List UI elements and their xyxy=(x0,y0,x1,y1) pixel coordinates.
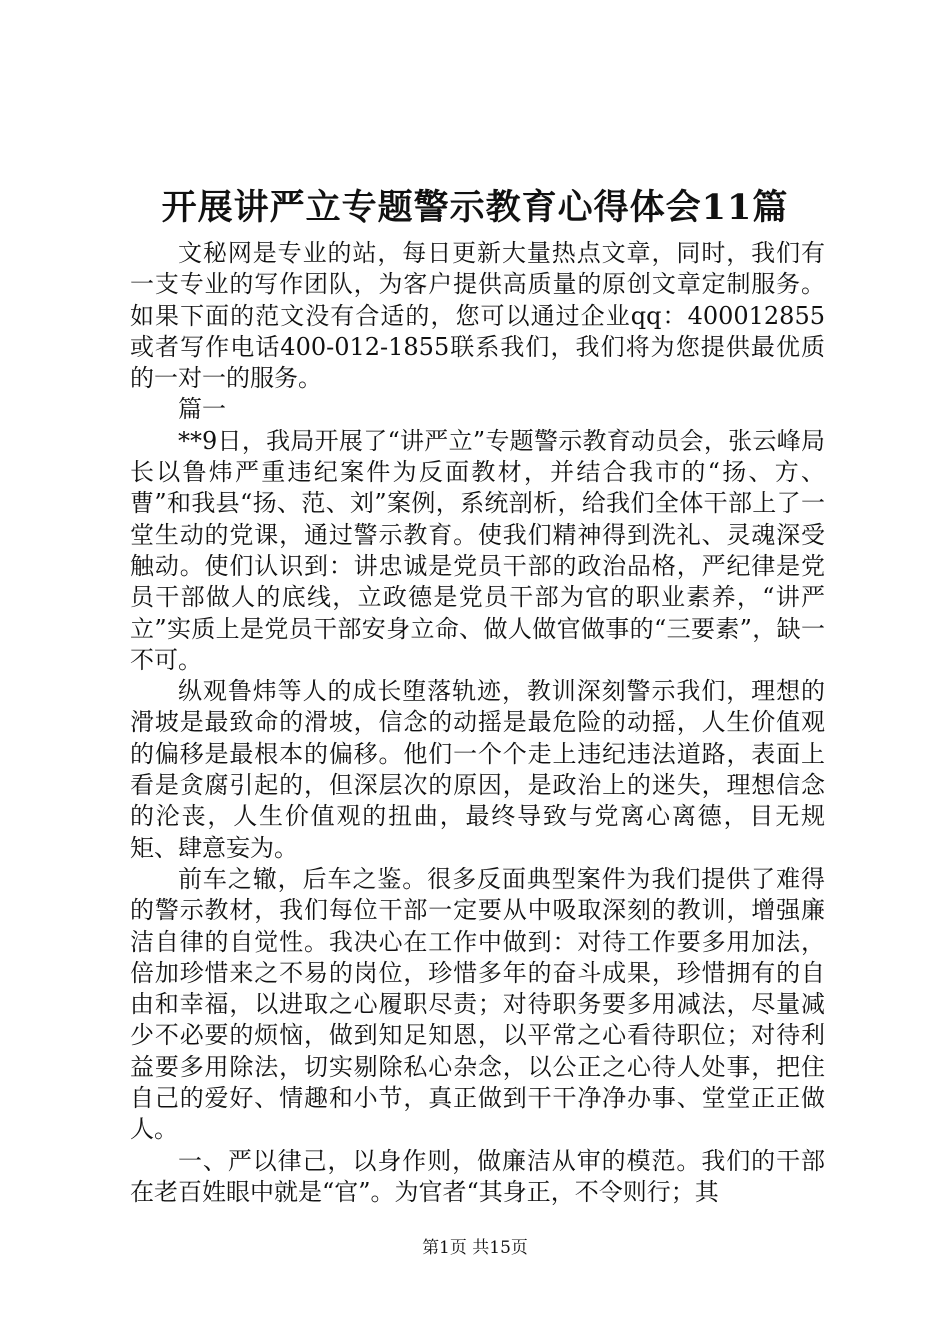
body-paragraph: 一、严以律己，以身作则，做廉洁从审的模范。我们的干部在老百姓眼中就是“官”。为官者“其身正，不令则行；其 xyxy=(130,1146,825,1206)
body-paragraph: **9日，我局开展了“讲严立”专题警示教育动员会，张云峰局长以鲁炜严重违纪案件为反面教材，并结合我市的“扬、方、曹”和我县“扬、范、刘”案例，系统剖析，给我们全体干部上了一堂生动的党课，通过警示教育。使我们精神得到洗礼、灵魂深受触动。使们认识到：讲忠诚是党员干部的政治品格，严纪律是党员干部做人的底线，立政德是党员干部为官的职业素养，“讲严立”实质上是党员干部安身立命、做人做官做事的“三要素”，缺一不可。 xyxy=(130,426,825,674)
document-title: 开展讲严立专题警示教育心得体会11篇 xyxy=(161,187,789,228)
document-body xyxy=(130,238,825,1208)
page-footer: 第1页 共15页 xyxy=(422,1238,528,1258)
body-paragraph: 纵观鲁炜等人的成长堕落轨迹，教训深刻警示我们，理想的滑坡是最致命的滑坡，信念的动摇是最危险的动摇，人生价值观的偏移是最根本的偏移。他们一个个走上违纪违法道路，表面上看是贪腐引起的，但深层次的原因，是政治上的迷失，理想信念的沦丧，人生价值观的扭曲，最终导致与党离心离德，目无规矩、肆意妄为。 xyxy=(130,677,825,862)
intro-paragraph: 文秘网是专业的站，每日更新大量热点文章，同时，我们有一支专业的写作团队，为客户提供高质量的原创文章定制服务。如果下面的范文没有合适的，您可以通过企业qq：400012855或者写作电话400-012-1855联系我们，我们将为您提供最优质的一对一的服务。 xyxy=(130,239,825,393)
body-paragraph: 前车之辙，后车之鉴。很多反面典型案件为我们提供了难得的警示教材，我们每位干部一定要从中吸取深刻的教训，增强廉洁自律的自觉性。我决心在工作中做到：对待工作要多用加法，倍加珍惜来之不易的岗位，珍惜多年的奋斗成果，珍惜拥有的自由和幸福，以进取之心履职尽责；对待职务要多用减法，尽量减少不必要的烦恼，做到知足知恩，以平常之心看待职位；对待利益要多用除法，切实剔除私心杂念，以公正之心待人处事，把住自己的爱好、情趣和小节，真正做到干干净净办事、堂堂正正做人。 xyxy=(130,864,825,1144)
section-heading: 篇一 xyxy=(178,395,226,424)
